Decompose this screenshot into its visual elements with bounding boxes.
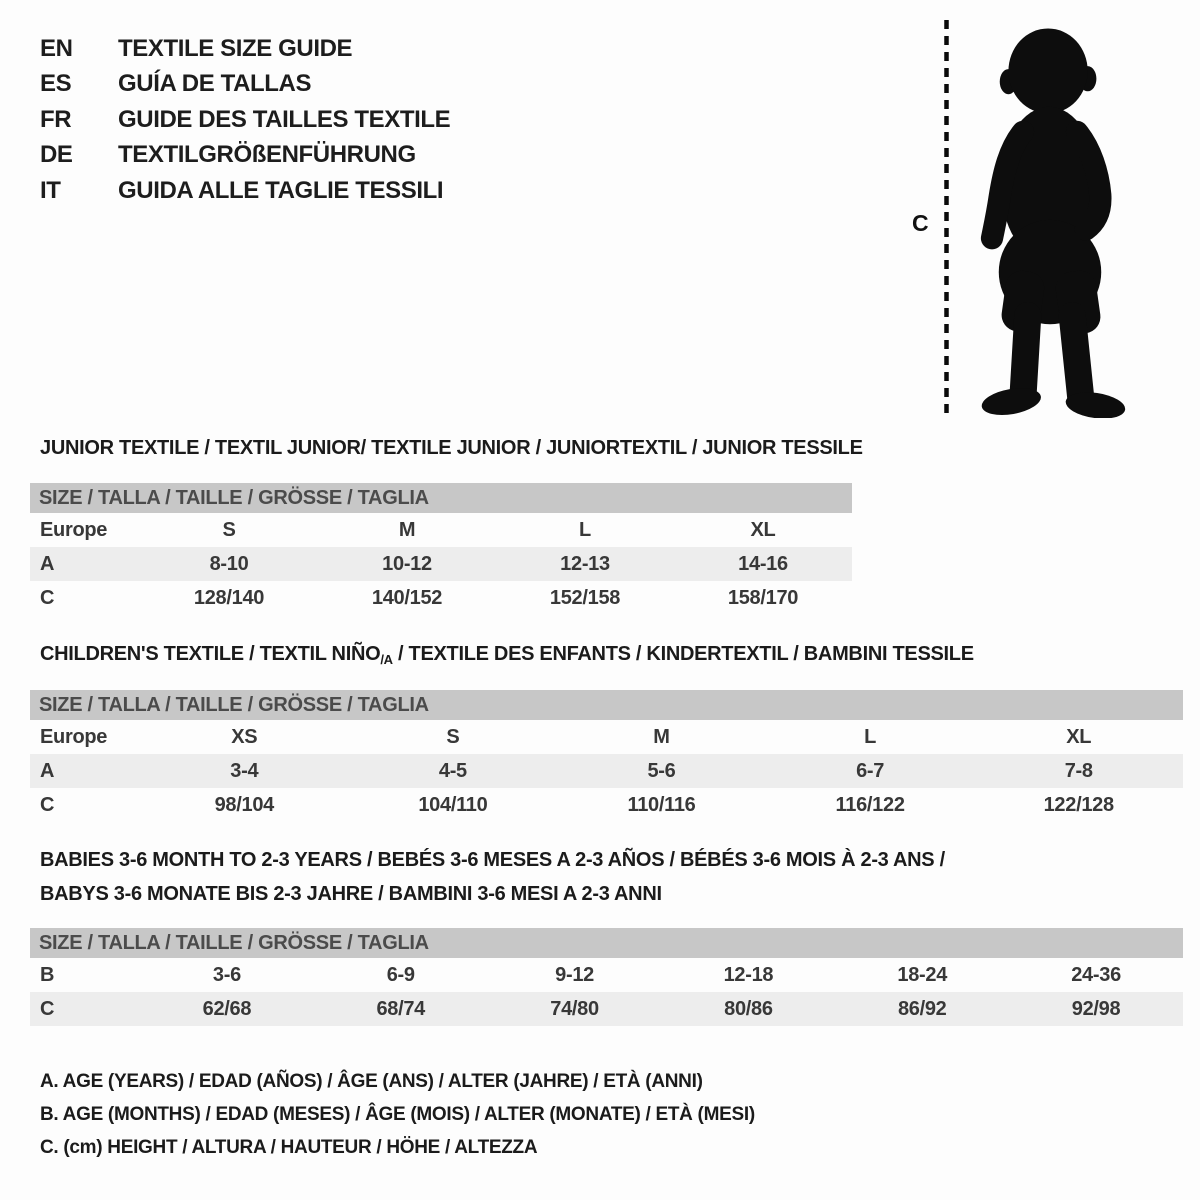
- row-label: Europe: [40, 725, 108, 748]
- babies-size-table: [30, 928, 1183, 1026]
- junior-size-table: [30, 483, 852, 615]
- language-row: [40, 102, 450, 138]
- age-cell: 4-5: [438, 759, 467, 782]
- guide-title: TEXTILGRÖßENFÜHRUNG: [118, 141, 416, 169]
- height-cell: 140/152: [371, 586, 443, 609]
- table-header-bar: SIZE / TALLA / TAILLE / GRÖSSE / TAGLIA: [30, 690, 1183, 720]
- legend-line-c: C. (cm) HEIGHT / ALTURA / HAUTEUR / HÖHE / ALTEZZA: [40, 1137, 538, 1158]
- guide-title: GUÍA DE TALLAS: [118, 70, 312, 98]
- age-cell: 5-6: [647, 759, 676, 782]
- height-cell: 128/140: [193, 586, 265, 609]
- language-code: EN: [40, 34, 73, 62]
- language-row: [40, 67, 450, 103]
- language-title-list: [40, 31, 450, 209]
- age-cell: 8-10: [209, 552, 249, 575]
- row-label: A: [40, 552, 55, 575]
- table-row-height: [30, 992, 1183, 1026]
- table-header-bar: SIZE / TALLA / TAILLE / GRÖSSE / TAGLIA: [30, 483, 852, 513]
- table-row-age-months: [30, 958, 1183, 992]
- height-cell: 104/110: [418, 793, 488, 816]
- table-row-height: [30, 788, 1183, 822]
- language-code: FR: [40, 105, 72, 133]
- section-heading-children: [40, 643, 974, 667]
- height-cell: 92/98: [1071, 997, 1121, 1020]
- height-measure-dashed-line: [942, 18, 951, 418]
- language-code: ES: [40, 70, 72, 98]
- size-cell: XL: [750, 518, 776, 541]
- table-row-age: [30, 754, 1183, 788]
- guide-title: GUIDA ALLE TAGLIE TESSILI: [118, 176, 444, 204]
- language-row: [40, 138, 450, 174]
- section-heading-babies-line2: BABYS 3-6 MONATE BIS 2-3 JAHRE / BAMBINI 3-6 MESI A 2-3 ANNI: [40, 883, 662, 905]
- row-label: C: [40, 793, 55, 816]
- heading-text: / TEXTILE DES ENFANTS / KINDERTEXTIL / BAMBINI TESSILE: [392, 643, 974, 665]
- row-label: Europe: [40, 518, 108, 541]
- table-row-height: [30, 581, 852, 615]
- size-cell: S: [446, 725, 460, 748]
- height-measure-label: C: [912, 210, 929, 236]
- language-row: [40, 31, 450, 67]
- legend-line-a: A. AGE (YEARS) / EDAD (AÑOS) / ÂGE (ANS) / ALTER (JAHRE) / ETÀ (ANNI): [40, 1071, 703, 1092]
- height-cell: 80/86: [724, 997, 773, 1020]
- age-cell: 7-8: [1064, 759, 1093, 782]
- children-size-table: [30, 690, 1183, 822]
- legend-line-b: B. AGE (MONTHS) / EDAD (MESES) / ÂGE (MOIS) / ALTER (MONATE) / ETÀ (MESI): [40, 1104, 755, 1125]
- language-code: DE: [40, 141, 73, 169]
- heading-text: CHILDREN'S TEXTILE / TEXTIL NIÑO: [40, 643, 381, 665]
- table-header-bar: SIZE / TALLA / TAILLE / GRÖSSE / TAGLIA: [30, 928, 1183, 958]
- height-cell: 98/104: [214, 793, 274, 816]
- row-label: C: [40, 997, 55, 1020]
- size-cell: L: [864, 725, 877, 748]
- age-cell: 12-13: [560, 552, 610, 575]
- guide-title: GUIDE DES TAILLES TEXTILE: [118, 105, 451, 133]
- language-row: [40, 173, 450, 209]
- section-heading-junior: JUNIOR TEXTILE / TEXTIL JUNIOR/ TEXTILE JUNIOR / JUNIORTEXTIL / JUNIOR TESSILE: [40, 437, 863, 459]
- height-cell: 158/170: [727, 586, 799, 609]
- age-cell: 6-7: [856, 759, 885, 782]
- age-cell: 14-16: [738, 552, 788, 575]
- age-cell: 24-36: [1071, 963, 1121, 986]
- height-cell: 86/92: [897, 997, 947, 1020]
- age-cell: 18-24: [897, 963, 948, 986]
- age-cell: 12-18: [723, 963, 774, 986]
- height-cell: 152/158: [549, 586, 621, 609]
- height-cell: 116/122: [835, 793, 905, 816]
- row-label: B: [40, 963, 55, 986]
- age-cell: 3-6: [212, 963, 241, 986]
- table-row-europe: [30, 513, 852, 547]
- age-cell: 10-12: [382, 552, 432, 575]
- table-row-europe: [30, 720, 1183, 754]
- height-cell: 68/74: [376, 997, 426, 1020]
- row-label: A: [40, 759, 55, 782]
- height-cell: 122/128: [1043, 793, 1114, 816]
- age-cell: 9-12: [555, 963, 594, 986]
- language-code: IT: [40, 176, 61, 204]
- size-cell: S: [222, 518, 236, 541]
- height-cell: 110/116: [627, 793, 696, 816]
- height-cell: 62/68: [202, 997, 252, 1020]
- age-cell: 3-4: [230, 759, 259, 782]
- heading-subscript: /A: [380, 652, 393, 667]
- height-cell: 74/80: [550, 997, 599, 1020]
- row-label: C: [40, 586, 55, 609]
- table-row-age: [30, 547, 852, 581]
- age-cell: 6-9: [386, 963, 415, 986]
- baby-silhouette: [963, 14, 1137, 418]
- guide-title: TEXTILE SIZE GUIDE: [118, 34, 353, 62]
- size-cell: XS: [231, 725, 258, 748]
- size-cell: M: [653, 725, 670, 748]
- size-cell: M: [398, 518, 416, 541]
- size-cell: L: [579, 518, 591, 541]
- size-cell: XL: [1066, 725, 1092, 748]
- section-heading-babies-line1: BABIES 3-6 MONTH TO 2-3 YEARS / BEBÉS 3-6 MESES A 2-3 AÑOS / BÉBÉS 3-6 MOIS À 2-3 ANS /: [40, 849, 945, 871]
